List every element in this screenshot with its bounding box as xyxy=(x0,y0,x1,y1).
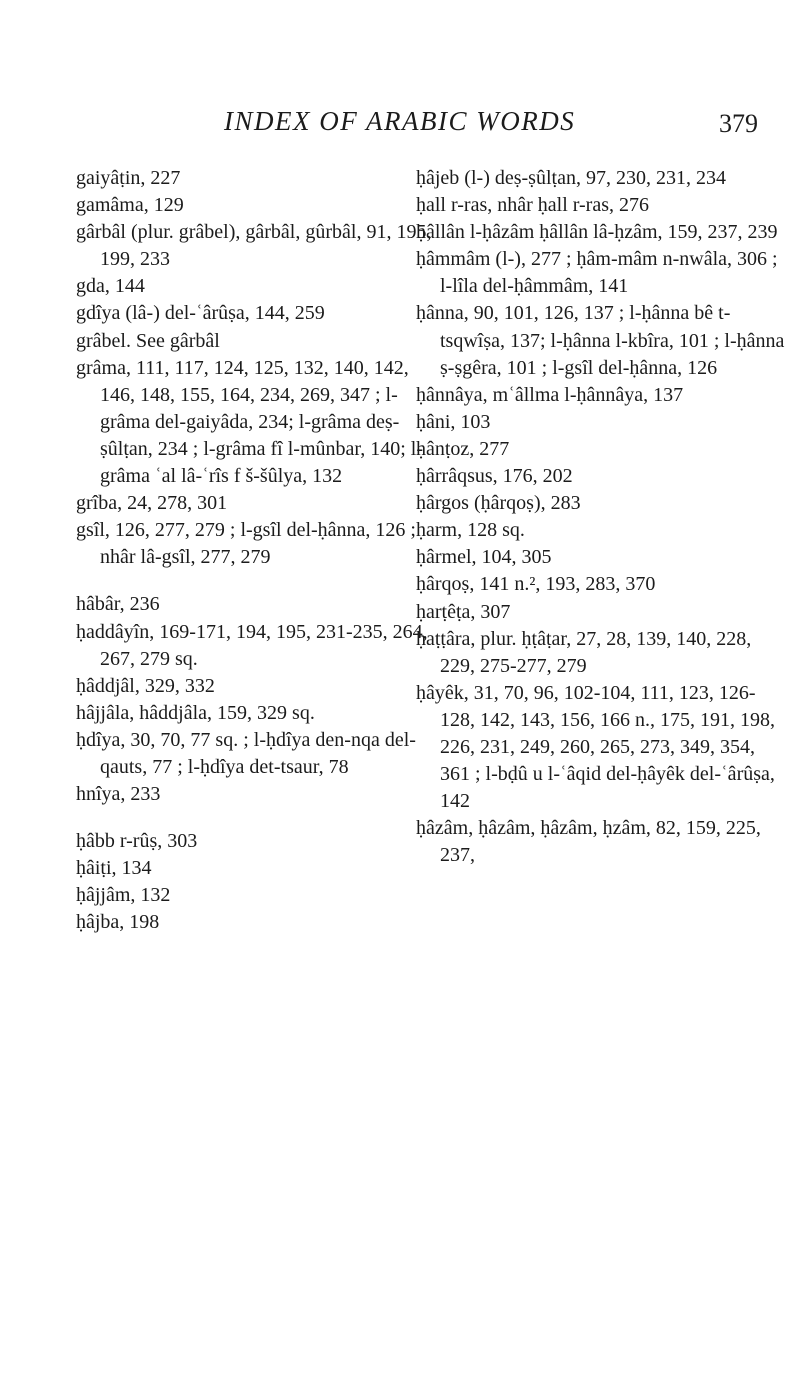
index-entry: ḥânṭoz, 277 xyxy=(416,437,510,460)
index-entry: gârbâl (plur. grâbel), gârbâl, gûrbâl, 91, 195, 199, 233 xyxy=(76,221,432,271)
index-entry: ḥâjba, 198 xyxy=(76,911,160,934)
index-entry: gdîya (lâ-) del-ʿârûṣa, 144, 259 xyxy=(76,302,325,325)
index-entry: ḥâjjâm, 132 xyxy=(76,884,171,907)
index-entry: ḥânna, 90, 101, 126, 137 ; l-ḥânna bê t-tsqwîṣa, 137; l-ḥânna l-kbîra, 101 ; l-ḥânna ṣ-ṣgêra, 101 ; l-gsîl del-ḥânna, 126 xyxy=(416,302,785,379)
index-entry: ḥârmel, 104, 305 xyxy=(416,546,552,569)
index-entry: ḥall r-ras, nhâr ḥall r-ras, 276 xyxy=(416,194,649,217)
index-entry: hâbâr, 236 xyxy=(76,593,160,616)
index-entry: gda, 144 xyxy=(76,275,145,298)
index-column-left xyxy=(76,165,446,937)
index-entry: ḥdîya, 30, 70, 77 sq. ; l-ḥdîya den-nqa del-qauts, 77 ; l-ḥdîya det-tsaur, 78 xyxy=(76,728,416,778)
index-entry: hnîya, 233 xyxy=(76,783,161,806)
running-title: INDEX OF ARABIC WORDS xyxy=(224,106,576,136)
index-entry: grâma, 111, 117, 124, 125, 132, 140, 142, 146, 148, 155, 164, 234, 269, 347 ; l-grâma del-gaiyâda, 234; l-grâma deṣ-ṣûlṭan, 234 ; l-grâma fî l-mûnbar, 140; l-grâma ʿal lâ-ʿrîs f š-šûlya, 132 xyxy=(76,356,424,488)
index-entry: ḥânnâya, mʿâllma l-ḥânnâya, 137 xyxy=(416,383,684,406)
index-entry: ḥâiṭi, 134 xyxy=(76,857,152,880)
index-entry: grîba, 24, 278, 301 xyxy=(76,492,228,515)
index-entry: ḥarm, 128 sq. xyxy=(416,519,525,542)
index-entry: gsîl, 126, 277, 279 ; l-gsîl del-ḥânna, 126 ; nhâr lâ-gsîl, 277, 279 xyxy=(76,519,416,569)
index-entry: ḥâjeb (l-) deṣ-ṣûlṭan, 97, 230, 231, 234 xyxy=(416,167,726,189)
index-entry: ḥâzâm, ḥâzâm, ḥâzâm, ḥzâm, 82, 159, 225, 237, xyxy=(416,817,761,867)
index-entry: grâbel. See gârbâl xyxy=(76,329,220,352)
index-entry: gaiyâṭin, 227 xyxy=(76,167,181,189)
index-entry: ḥârgos (ḥârqoṣ), 283 xyxy=(416,492,581,515)
index-entry: ḥâddjâl, 329, 332 xyxy=(76,674,215,697)
page-number: 379 xyxy=(719,109,758,138)
page-header xyxy=(0,106,800,146)
index-entry: gamâma, 129 xyxy=(76,194,184,217)
index-entry: ḥârqoṣ, 141 n.², 193, 283, 370 xyxy=(416,573,656,596)
index-entry: ḥâni, 103 xyxy=(416,410,491,433)
index-entry: ḥâyêk, 31, 70, 96, 102-104, 111, 123, 126-128, 142, 143, 156, 166 n., 175, 191, 198, 226, 231, 249, 260, 265, 273, 349, 354, 361 ; l-bḍû u l-ʿâqid del-ḥâyêk del-ʿârûṣa, 142 xyxy=(416,681,775,813)
index-entry: ḥârrâqsus, 176, 202 xyxy=(416,465,573,488)
section-gap xyxy=(76,571,446,591)
index-entry: hâjjâla, hâddjâla, 159, 329 sq. xyxy=(76,701,315,724)
index-column-right xyxy=(416,165,786,869)
index-entry: ḥâbb r-rûṣ, 303 xyxy=(76,830,198,853)
index-entry: ḥarṭêṭa, 307 xyxy=(416,600,511,623)
index-entry: ḥâllân l-ḥâzâm ḥâllân lâ-ḥzâm, 159, 237, 239 xyxy=(416,221,778,244)
index-entry: ḥaddâyîn, 169-171, 194, 195, 231-235, 264, 267, 279 sq. xyxy=(76,620,428,670)
index-entry: ḥâmmâm (l-), 277 ; ḥâm-mâm n-nwâla, 306 ; l-lîla del-ḥâmmâm, 141 xyxy=(416,248,778,298)
index-entry: ḥaṭṭâra, plur. ḥṭâṭar, 27, 28, 139, 140, 228, 229, 275-277, 279 xyxy=(416,627,752,677)
section-gap xyxy=(76,808,446,828)
